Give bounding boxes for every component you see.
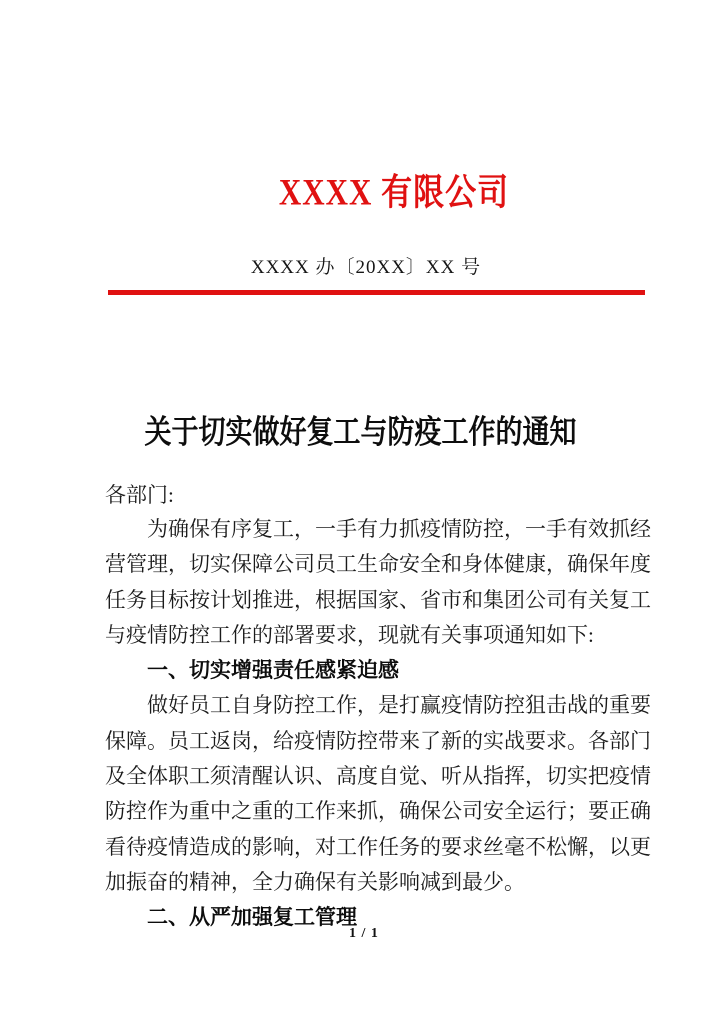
letterhead-company-name-text: XXXX 有限公司	[278, 171, 510, 213]
paragraph-1-line-3: 任务目标按计划推进，根据国家、省市和集团公司有关复工	[105, 587, 651, 612]
paragraph-1-line-2: 营管理，切实保障公司员工生命安全和身体健康，确保年度	[105, 552, 651, 577]
document-title	[0, 406, 721, 450]
salutation: 各部门:	[105, 483, 174, 507]
paragraph-2-line-6: 加振奋的精神，全力确保有关影响减到最少。	[105, 869, 525, 894]
paragraph-2-line-5: 看待疫情造成的影响，对工作任务的要求丝毫不松懈，以更	[105, 834, 651, 859]
paragraph-2-line-3: 及全体职工须清醒认识、高度自觉、听从指挥，切实把疫情	[105, 764, 651, 789]
paragraph-1-line-1: 为确保有序复工，一手有力抓疫情防控，一手有效抓经	[147, 517, 651, 541]
letterhead-red-divider	[108, 290, 645, 295]
paragraph-2-line-2: 保障。员工返岗，给疫情防控带来了新的实战要求。各部门	[105, 728, 651, 753]
letterhead-company-name	[0, 162, 721, 213]
paragraph-2-line-4: 防控作为重中之重的工作来抓，确保公司安全运行；要正确	[105, 799, 651, 824]
paragraph-1-line-4: 与疫情防控工作的部署要求，现就有关事项通知如下:	[105, 622, 594, 647]
letterhead-doc-number: XXXX 办〔20XX〕XX 号	[250, 257, 482, 278]
document-body	[105, 512, 651, 936]
section-heading-2: 二、从严加强复工管理	[147, 906, 357, 930]
page-number: 1 / 1	[349, 926, 379, 941]
section-heading-1: 一、切实增强责任感紧迫感	[147, 659, 399, 683]
document-title-text: 关于切实做好复工与防疫工作的通知	[144, 414, 577, 450]
paragraph-2-line-1: 做好员工自身防控工作，是打赢疫情防控狙击战的重要	[147, 693, 651, 718]
